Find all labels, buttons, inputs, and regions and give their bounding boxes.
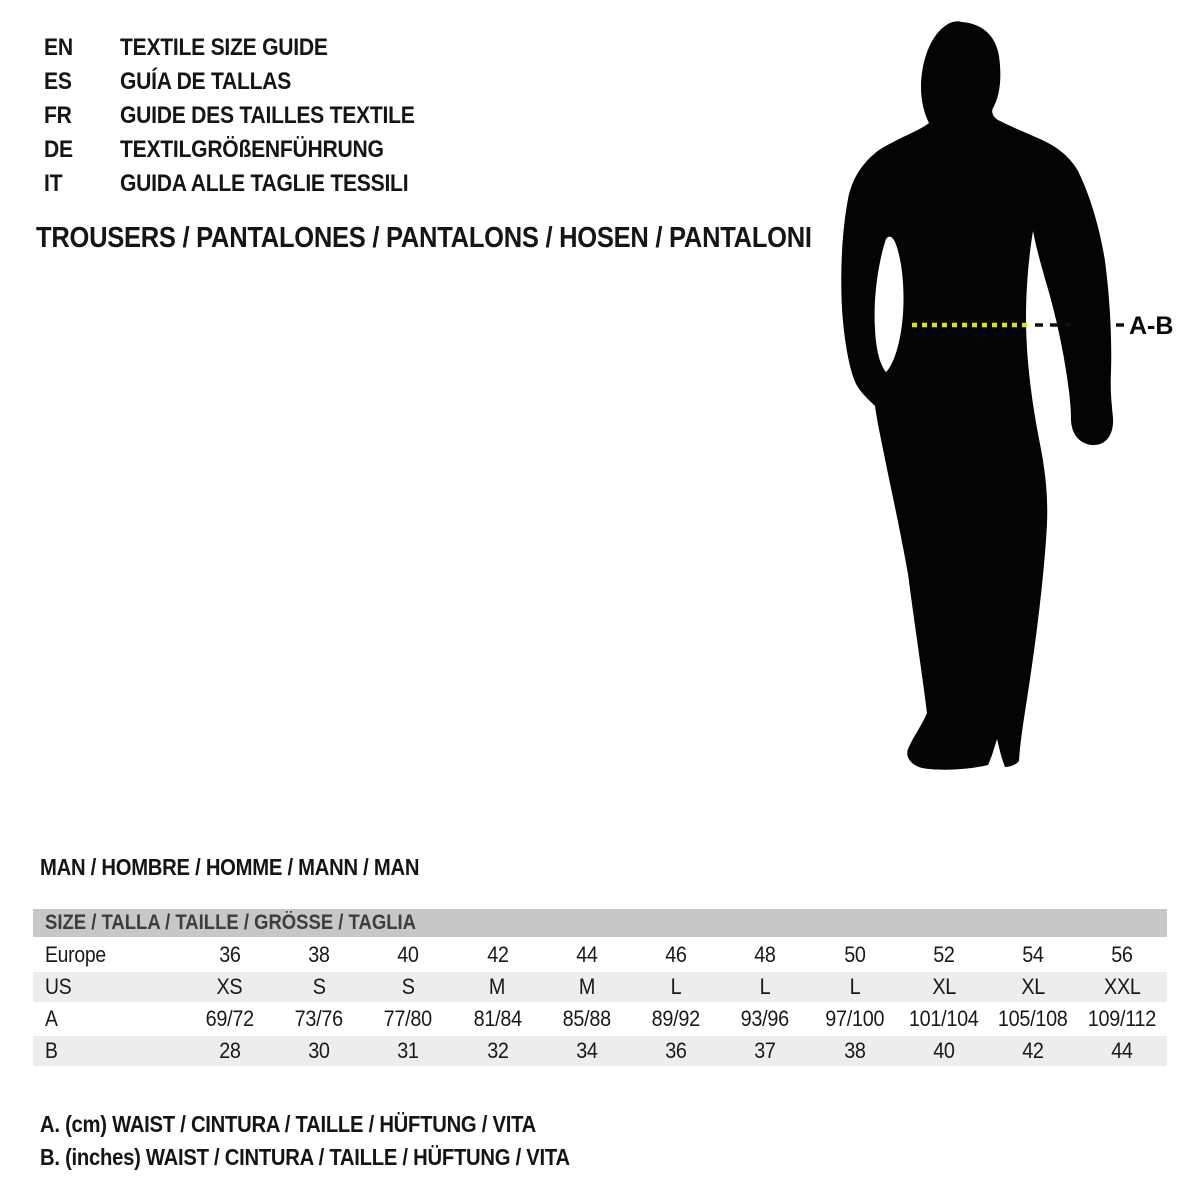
language-code: ES xyxy=(44,68,72,95)
table-row-europe: Europe 36 38 40 42 44 46 48 50 52 54 56 xyxy=(33,940,1167,970)
language-line-it xyxy=(44,167,455,201)
man-silhouette xyxy=(841,21,1113,769)
note-b-inches: B. (inches) WAIST / CINTURA / TAILLE / HÜFTUNG / VITA xyxy=(40,1144,570,1170)
table-row-a-cm: A 69/72 73/76 77/80 81/84 85/88 89/92 93/96 97/100 101/104 105/108 109/112 xyxy=(33,1004,1167,1034)
size-table-header: SIZE / TALLA / TAILLE / GRÖSSE / TAGLIA xyxy=(33,909,1167,937)
language-line-en xyxy=(44,31,455,65)
guide-title-it: GUIDA ALLE TAGLIE TESSILI xyxy=(120,170,409,197)
guide-title-de: TEXTILGRÖßENFÜHRUNG xyxy=(120,136,384,163)
guide-title-es: GUÍA DE TALLAS xyxy=(120,68,292,95)
table-row-us: US XS S S M M L L L XL XL XXL xyxy=(33,972,1167,1002)
garment-type-title: TROUSERS / PANTALONES / PANTALONS / HOSEN / PANTALONI xyxy=(36,222,812,254)
row-label: A xyxy=(45,1006,58,1031)
language-code: FR xyxy=(44,102,72,129)
guide-title-en: TEXTILE SIZE GUIDE xyxy=(120,34,328,61)
guide-title-fr: GUIDE DES TAILLES TEXTILE xyxy=(120,102,415,129)
table-row-b-inches: B 28 30 31 32 34 36 37 38 40 42 44 xyxy=(33,1036,1167,1066)
measure-label-ab: A-B xyxy=(1129,312,1174,340)
language-line-fr xyxy=(44,99,455,133)
language-code: DE xyxy=(44,136,73,163)
row-label: Europe xyxy=(45,942,106,967)
man-silhouette-figure xyxy=(820,8,1180,804)
measurement-notes xyxy=(40,1108,642,1174)
row-label: B xyxy=(45,1038,58,1063)
language-code: IT xyxy=(44,170,63,197)
language-line-de xyxy=(44,133,455,167)
language-line-es xyxy=(44,65,455,99)
row-label: US xyxy=(45,974,72,999)
language-code: EN xyxy=(44,34,73,61)
size-table xyxy=(33,909,1167,1066)
gender-section-title: MAN / HOMBRE / HOMME / MANN / MAN xyxy=(40,854,420,880)
language-title-list xyxy=(44,31,455,201)
note-a-cm: A. (cm) WAIST / CINTURA / TAILLE / HÜFTUNG / VITA xyxy=(40,1111,537,1137)
